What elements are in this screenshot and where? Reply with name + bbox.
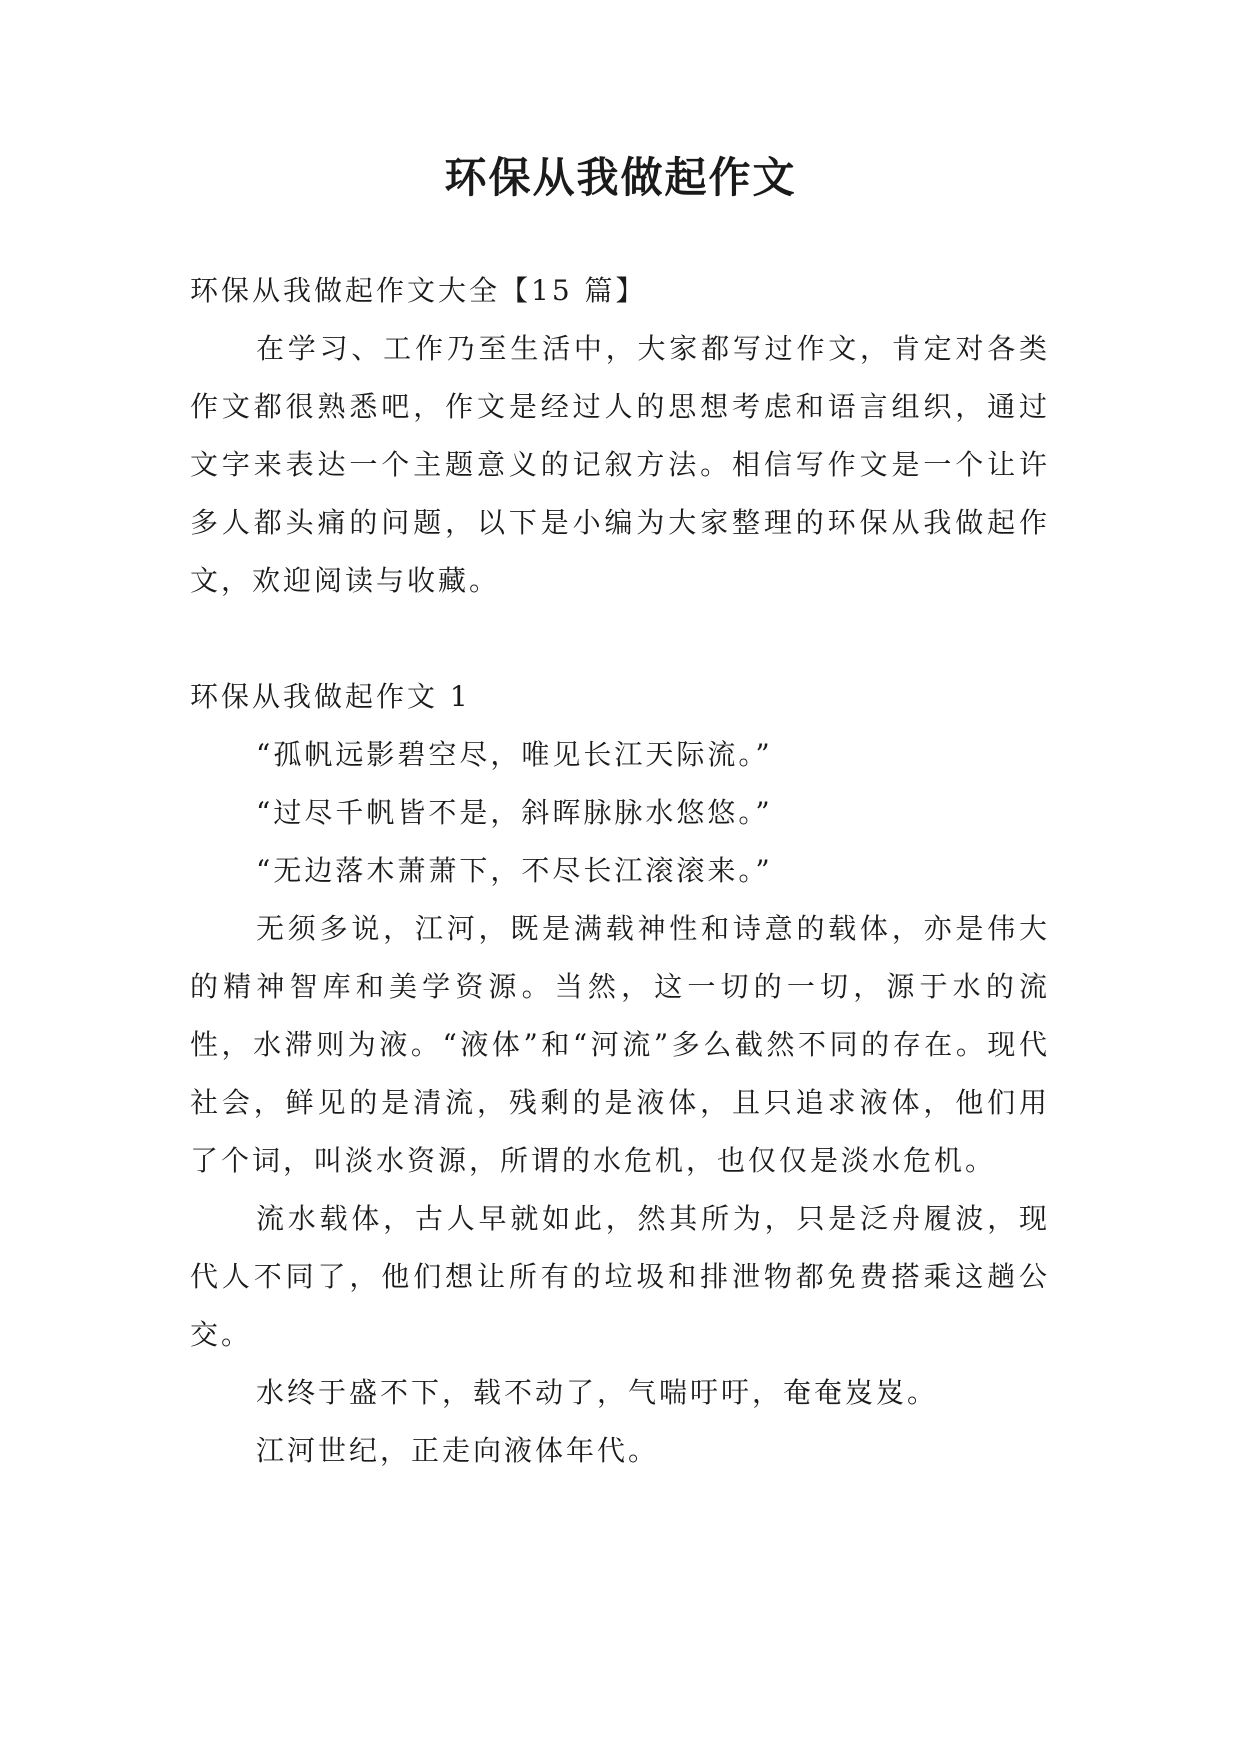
intro-paragraph: 在学习、工作乃至生活中，大家都写过作文，肯定对各类作文都很熟悉吧，作文是经过人的思想考虑和语言组织，通过文字来表达一个主题意义的记叙方法。相信写作文是一个让许多人都头痛的问题，以下是小编为大家整理的环保从我做起作文，欢迎阅读与收藏。	[190, 332, 1050, 597]
section-spacer	[190, 610, 1050, 668]
body-paragraph: 江河世纪，正走向液体年代。	[256, 1434, 660, 1467]
document-title: 环保从我做起作文	[444, 153, 797, 202]
document-subtitle: 环保从我做起作文大全【15 篇】	[190, 274, 647, 307]
body-paragraph: 流水载体，古人早就如此，然其所为，只是泛舟履波，现代人不同了，他们想让所有的垃圾和排泄物都免费搭乘这趟公交。	[190, 1202, 1050, 1351]
poem-line-2: “过尽千帆皆不是，斜晖脉脉水悠悠。”	[256, 796, 773, 829]
document-body	[190, 262, 1050, 1480]
body-paragraph: 水终于盛不下，载不动了，气喘吁吁，奄奄岌岌。	[256, 1376, 939, 1409]
poem-line-3: “无边落木萧萧下，不尽长江滚滚来。”	[256, 854, 773, 887]
section-heading: 环保从我做起作文 1	[190, 680, 471, 713]
poem-line-1: “孤帆远影碧空尽，唯见长江天际流。”	[256, 738, 773, 771]
body-paragraph: 无须多说，江河，既是满载神性和诗意的载体，亦是伟大的精神智库和美学资源。当然，这一切的一切，源于水的流性，水滞则为液。“液体”和“河流”多么截然不同的存在。现代社会，鲜见的是清流，残剩的是液体，且只追求液体，他们用了个词，叫淡水资源，所谓的水危机，也仅仅是淡水危机。	[190, 912, 1050, 1177]
